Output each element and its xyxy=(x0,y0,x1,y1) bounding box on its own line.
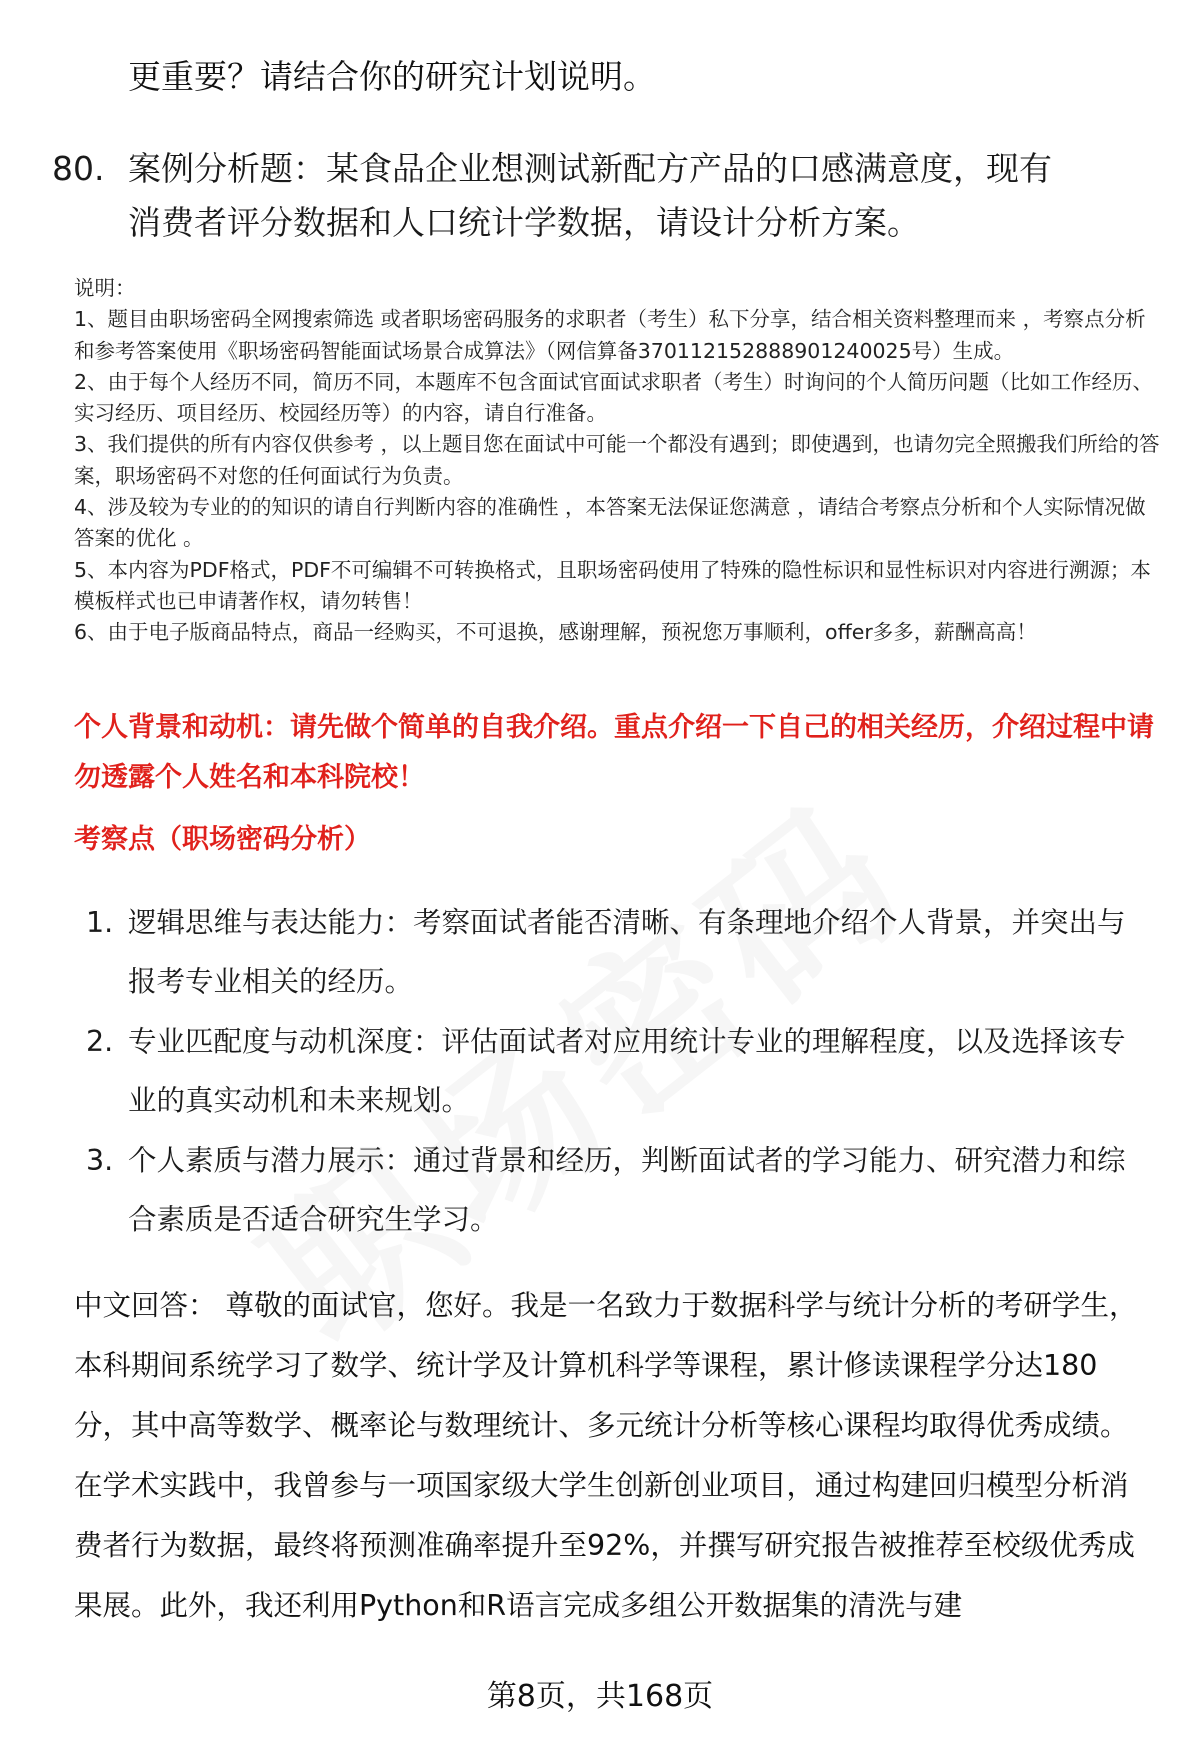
list-item-text: 专业匹配度与动机深度：评估面试者对应用统计专业的理解程度，以及选择该专业的真实动机和未来规划。 xyxy=(128,1025,1126,1117)
question-number: 80. xyxy=(52,149,105,188)
list-item xyxy=(0,1131,1200,1250)
note-item: 2、由于每个人经历不同，简历不同，本题库不包含面试官面试求职者（考生）时询问的个人简历问题（比如工作经历、实习经历、项目经历、校园经历等）的内容，请自行准备。 xyxy=(74,369,1154,426)
list-item-number: 1. xyxy=(86,906,114,939)
section-points-title: 考察点（职场密码分析） xyxy=(74,824,371,855)
notes-title: 说明： xyxy=(74,276,136,300)
list-item xyxy=(0,893,1200,1012)
section-question: 个人背景和动机：请先做个简单的自我介绍。重点介绍一下自己的相关经历，介绍过程中请勿透露个人姓名和本科院校！ xyxy=(74,712,1154,793)
list-item xyxy=(0,1012,1200,1131)
question-line-1: 案例分析题：某食品企业想测试新配方产品的口感满意度，现有 xyxy=(128,149,1052,188)
list-item-text: 个人素质与潜力展示：通过背景和经历，判断面试者的学习能力、研究潜力和综合素质是否适合研究生学习。 xyxy=(128,1144,1126,1236)
disclaimer-notes xyxy=(74,273,1164,649)
question-continuation: 更重要？请结合你的研究计划说明。 xyxy=(128,57,656,96)
note-item: 5、本内容为PDF格式，PDF不可编辑不可转换格式，且职场密码使用了特殊的隐性标识和显性标识对内容进行溯源；本模板样式也已申请著作权，请勿转售！ xyxy=(74,557,1151,613)
points-list xyxy=(0,893,1200,1250)
page-footer: 第8页，共168页 xyxy=(486,1679,714,1714)
answer-text: 中文回答： 尊敬的面试官，您好。我是一名致力于数据科学与统计分析的考研学生，本科期间系统学习了数学、统计学及计算机科学等课程，累计修读课程学分达180分，其中高等数学、概率论与数理统计、多元统计分析等核心课程均取得优秀成绩。在学术实践中，我曾参与一项国家级大学生创新创业项目，通过构建回归模型分析消费者行为数据，最终将预测准确率提升至92%，并撰写研究报告被推荐至校级优秀成果展。此外，我还利用Python和R语言完成多组公开数据集的清洗与建 xyxy=(74,1289,1138,1622)
list-item-number: 2. xyxy=(86,1025,114,1058)
note-item: 4、涉及较为专业的的知识的请自行判断内容的准确性 ，本答案无法保证您满意 ，请结合考察点分析和个人实际情况做答案的优化 。 xyxy=(74,495,1146,551)
list-item-text: 逻辑思维与表达能力：考察面试者能否清晰、有条理地介绍个人背景，并突出与报考专业相关的经历。 xyxy=(128,906,1126,998)
note-item: 6、由于电子版商品特点，商品一经购买，不可退换，感谢理解，预祝您万事顺利，offer多多，薪酬高高！ xyxy=(74,620,1037,645)
list-item-number: 3. xyxy=(86,1144,114,1177)
question-line-2: 消费者评分数据和人口统计学数据，请设计分析方案。 xyxy=(128,203,920,242)
note-item: 1、题目由职场密码全网搜索筛选 或者职场密码服务的求职者（考生）私下分享，结合相关资料整理而来 ，考察点分析和参考答案使用《职场密码智能面试场景合成算法》（网信算备370112152888901240025号）生成。 xyxy=(74,307,1146,363)
note-item: 3、我们提供的所有内容仅供参考 ，以上题目您在面试中可能一个都没有遇到；即使遇到，也请勿完全照搬我们所给的答案，职场密码不对您的任何面试行为负责。 xyxy=(74,432,1160,488)
